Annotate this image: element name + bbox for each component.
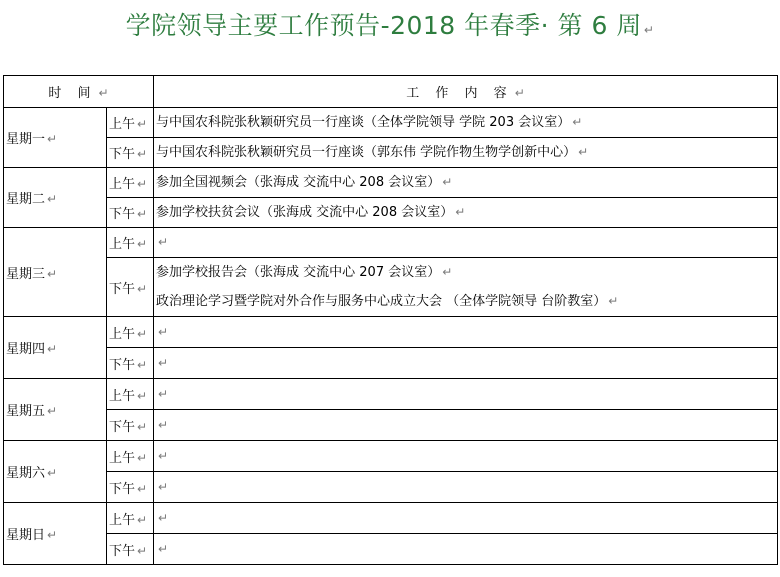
table-row: [4, 534, 778, 565]
content-cell: [154, 410, 778, 441]
half-day-label: 下午: [109, 147, 136, 162]
half-day-cell: [107, 410, 154, 441]
half-day-label: 上午: [109, 388, 136, 404]
half-day-label: 上午: [109, 177, 136, 192]
paragraph-mark-icon: ↵: [47, 192, 58, 206]
content-text: 政治理论学习暨学院对外合作与服务中心成立大会 （全体学院领导 台阶教室）: [156, 294, 607, 309]
content-text: 参加学校报告会（张海成 交流中心 207 会议室）: [156, 265, 441, 280]
paragraph-mark-icon: ↵: [137, 450, 148, 465]
paragraph-mark-icon: ↵: [137, 147, 148, 161]
content-cell: [154, 168, 778, 198]
day-label: 星期三: [6, 266, 46, 282]
half-day-cell: [107, 503, 154, 534]
paragraph-mark-icon: ↵: [137, 512, 148, 527]
paragraph-mark-icon: ↵: [47, 466, 58, 480]
half-day-cell: [107, 108, 154, 138]
half-day-label: 下午: [109, 281, 136, 297]
content-cell: [154, 472, 778, 503]
content-cell: [154, 379, 778, 410]
table-row: [4, 348, 778, 379]
paragraph-mark-icon: ↵: [137, 207, 148, 221]
content-cell: [154, 441, 778, 472]
paragraph-mark-icon: ↵: [455, 205, 466, 219]
header-time: [4, 76, 154, 108]
paragraph-mark-icon: ↵: [47, 404, 58, 418]
half-day-label: 下午: [109, 357, 136, 373]
paragraph-mark-icon: ↵: [158, 235, 169, 249]
header-content: [154, 76, 778, 108]
day-cell: [4, 228, 107, 317]
paragraph-mark-icon: ↵: [158, 479, 169, 494]
content-cell: [154, 258, 778, 317]
day-label: 星期日: [6, 528, 46, 543]
table-row: [4, 108, 778, 138]
paragraph-mark-icon: ↵: [47, 342, 58, 356]
half-day-cell: [107, 472, 154, 503]
content-line: [156, 535, 775, 564]
half-day-cell: [107, 258, 154, 317]
half-day-label: 下午: [109, 481, 136, 497]
header-content-label: 工 作 内 容: [406, 86, 513, 101]
half-day-cell: [107, 441, 154, 472]
day-label: 星期二: [6, 192, 46, 207]
half-day-cell: [107, 379, 154, 410]
half-day-label: 上午: [109, 237, 136, 252]
half-day-label: 上午: [109, 117, 136, 132]
content-line: [156, 168, 775, 197]
table-row: [4, 472, 778, 503]
day-cell: [4, 503, 107, 565]
paragraph-mark-icon: ↵: [158, 510, 169, 525]
paragraph-mark-icon: ↵: [572, 115, 583, 129]
paragraph-mark-icon: ↵: [158, 541, 169, 556]
table-row: [4, 258, 778, 317]
content-cell: [154, 348, 778, 379]
schedule-table: [3, 75, 778, 565]
paragraph-mark-icon: ↵: [47, 266, 58, 281]
paragraph-mark-icon: ↵: [137, 357, 148, 372]
half-day-label: 上午: [109, 326, 136, 342]
paragraph-mark-icon: ↵: [158, 355, 169, 370]
half-day-label: 下午: [109, 543, 136, 559]
table-row: [4, 441, 778, 472]
day-cell: [4, 441, 107, 503]
half-day-label: 下午: [109, 419, 136, 435]
content-line: [156, 228, 775, 257]
content-line: [156, 108, 775, 137]
paragraph-mark-icon: ↵: [158, 324, 169, 339]
paragraph-mark-icon: ↵: [137, 177, 148, 191]
day-label: 星期五: [6, 404, 46, 419]
content-text: 与中国农科院张秋颖研究员一行座谈（全体学院领导 学院 203 会议室）: [156, 115, 571, 130]
table-header-row: [4, 76, 778, 108]
header-time-label: 时 间: [48, 86, 97, 101]
content-line: [156, 380, 775, 409]
half-day-cell: [107, 138, 154, 168]
day-cell: [4, 379, 107, 441]
content-line: [156, 287, 775, 316]
table-row: [4, 317, 778, 348]
half-day-cell: [107, 534, 154, 565]
paragraph-mark-icon: ↵: [158, 448, 169, 463]
content-text: 与中国农科院张秋颖研究员一行座谈（郭东伟 学院作物生物学创新中心）: [156, 145, 577, 160]
schedule-body: [4, 108, 778, 565]
paragraph-mark-icon: ↵: [137, 543, 148, 558]
content-line: [156, 349, 775, 378]
paragraph-mark-icon: ↵: [608, 294, 619, 308]
table-row: [4, 379, 778, 410]
content-line: [156, 138, 775, 167]
content-text: 参加学校扶贫会议（张海成 交流中心 208 会议室）: [156, 205, 454, 220]
paragraph-mark-icon: ↵: [442, 175, 453, 189]
content-line: [156, 258, 775, 287]
paragraph-mark-icon: ↵: [158, 386, 169, 401]
content-cell: [154, 534, 778, 565]
paragraph-mark-icon: ↵: [47, 528, 58, 542]
half-day-cell: [107, 228, 154, 258]
day-cell: [4, 168, 107, 228]
content-cell: [154, 108, 778, 138]
page-title-text: 学院领导主要工作预告-2018 年春季· 第 6 周: [125, 11, 642, 40]
content-text: 参加全国视频会（张海成 交流中心 208 会议室）: [156, 175, 441, 190]
content-line: [156, 318, 775, 347]
paragraph-mark-icon: ↵: [158, 417, 169, 432]
paragraph-mark-icon: ↵: [98, 86, 109, 100]
table-row: [4, 168, 778, 198]
table-row: [4, 198, 778, 228]
half-day-cell: [107, 168, 154, 198]
content-line: [156, 473, 775, 502]
paragraph-mark-icon: ↵: [137, 419, 148, 434]
paragraph-mark-icon: ↵: [137, 481, 148, 496]
day-label: 星期一: [6, 132, 46, 147]
paragraph-mark-icon: ↵: [137, 117, 148, 131]
content-line: [156, 504, 775, 533]
half-day-label: 下午: [109, 207, 136, 222]
day-cell: [4, 317, 107, 379]
table-row: [4, 410, 778, 441]
half-day-cell: [107, 198, 154, 228]
paragraph-mark-icon: ↵: [137, 388, 148, 403]
content-cell: [154, 198, 778, 228]
content-line: [156, 411, 775, 440]
content-cell: [154, 228, 778, 258]
half-day-cell: [107, 348, 154, 379]
paragraph-mark-icon: ↵: [643, 23, 655, 37]
half-day-label: 上午: [109, 450, 136, 466]
content-cell: [154, 138, 778, 168]
paragraph-mark-icon: ↵: [47, 132, 58, 146]
table-row: [4, 503, 778, 534]
table-row: [4, 138, 778, 168]
page-title: [0, 4, 780, 48]
paragraph-mark-icon: ↵: [137, 237, 148, 251]
paragraph-mark-icon: ↵: [514, 86, 525, 100]
content-cell: [154, 503, 778, 534]
day-label: 星期四: [6, 342, 46, 357]
paragraph-mark-icon: ↵: [137, 326, 148, 341]
half-day-label: 上午: [109, 512, 136, 528]
table-row: [4, 228, 778, 258]
content-line: [156, 442, 775, 471]
paragraph-mark-icon: ↵: [578, 145, 589, 159]
paragraph-mark-icon: ↵: [442, 265, 453, 279]
half-day-cell: [107, 317, 154, 348]
day-label: 星期六: [6, 466, 46, 481]
content-line: [156, 198, 775, 227]
day-cell: [4, 108, 107, 168]
paragraph-mark-icon: ↵: [137, 281, 148, 296]
content-cell: [154, 317, 778, 348]
